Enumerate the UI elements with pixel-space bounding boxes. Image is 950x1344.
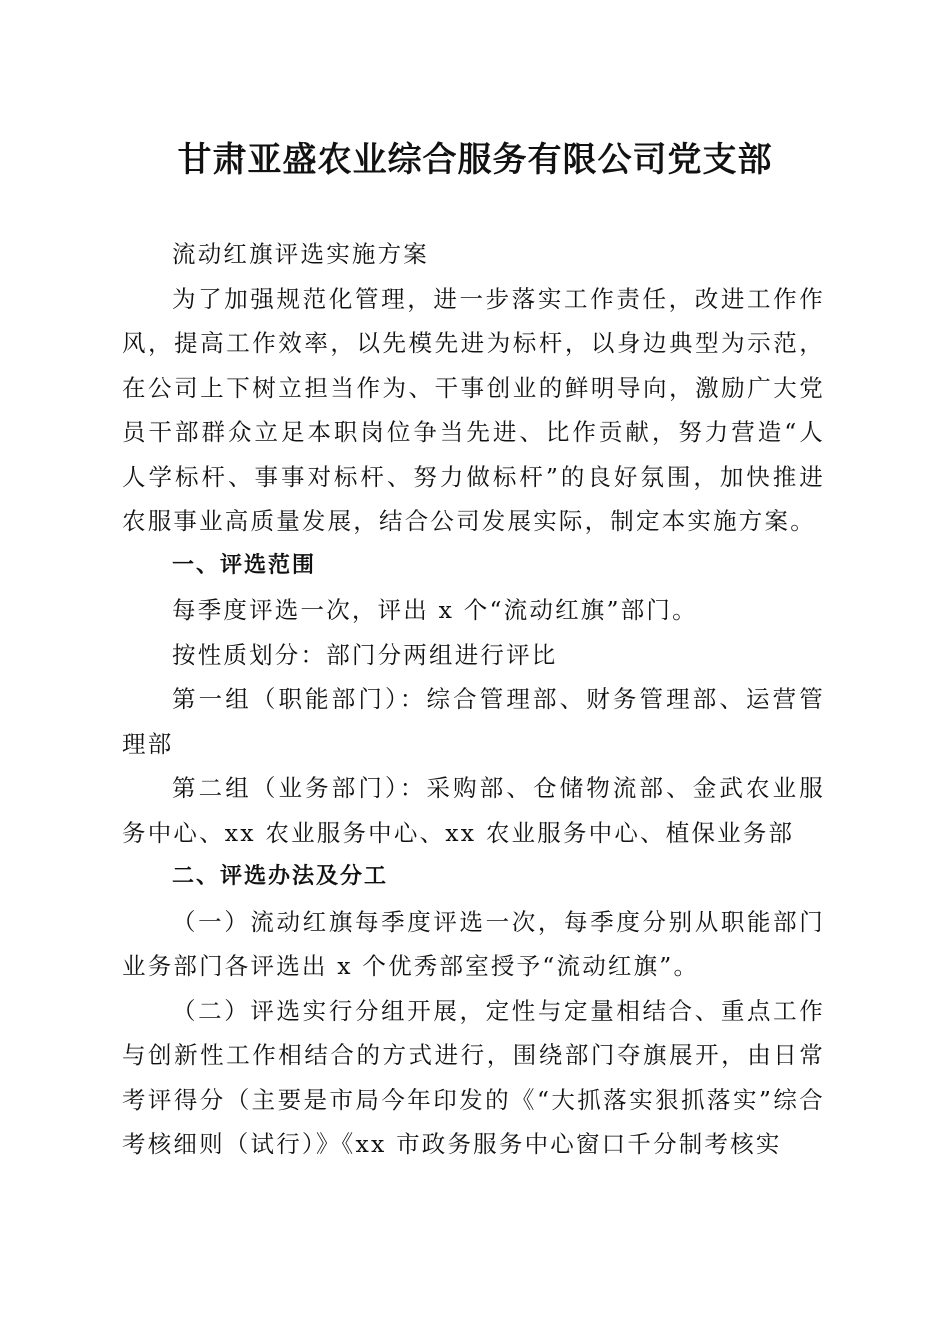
section-1-heading: 一、评选范围 <box>172 552 317 578</box>
section-1-paragraph-4: 第二组（业务部门）：采购部、仓储物流部、金武农业服务中心、xx 农业服务中心、xx 农业服务中心、植保业务部 <box>122 774 825 847</box>
section-1-paragraph-1: 每季度评选一次，评出 x 个“流动红旗”部门。 <box>172 596 698 624</box>
section-2-heading: 二、评选办法及分工 <box>172 864 389 889</box>
section-2-paragraph-2: （二）评选实行分组开展，定性与定量相结合、重点工作与创新性工作相结合的方式进行，围绕部门夺旗展开，由日常考评得分（主要是市局今年印发的《“大抓落实狠抓落实”综合考核细则（试行）》《xx 市政务服务中心窗口千分制考核实 <box>122 996 825 1158</box>
section-2-paragraph-1: （一）流动红旗每季度评选一次，每季度分别从职能部门业务部门各评选出 x 个优秀部室授予“流动红旗”。 <box>122 907 825 980</box>
document-subtitle: 流动红旗评选实施方案 <box>172 240 429 268</box>
section-1-paragraph-2: 按性质划分：部门分两组进行评比 <box>172 640 558 669</box>
intro-paragraph: 为了加强规范化管理，进一步落实工作责任，改进工作作风，提高工作效率，以先模先进为标杆，以身边典型为示范，在公司上下树立担当作为、干事创业的鲜明导向，激励广大党员干部群众立足本职岗位争当先进、比作贡献，努力营造“人人学标杆、事事对标杆、努力做标杆”的良好氛围，加快推进农服事业高质量发展，结合公司发展实际，制定本实施方案。 <box>122 284 825 535</box>
section-1-paragraph-3: 第一组（职能部门）：综合管理部、财务管理部、运营管理部 <box>122 685 825 758</box>
document-body <box>122 232 825 1167</box>
document-title: 甘肃亚盛农业综合服务有限公司党支部 <box>177 140 773 180</box>
